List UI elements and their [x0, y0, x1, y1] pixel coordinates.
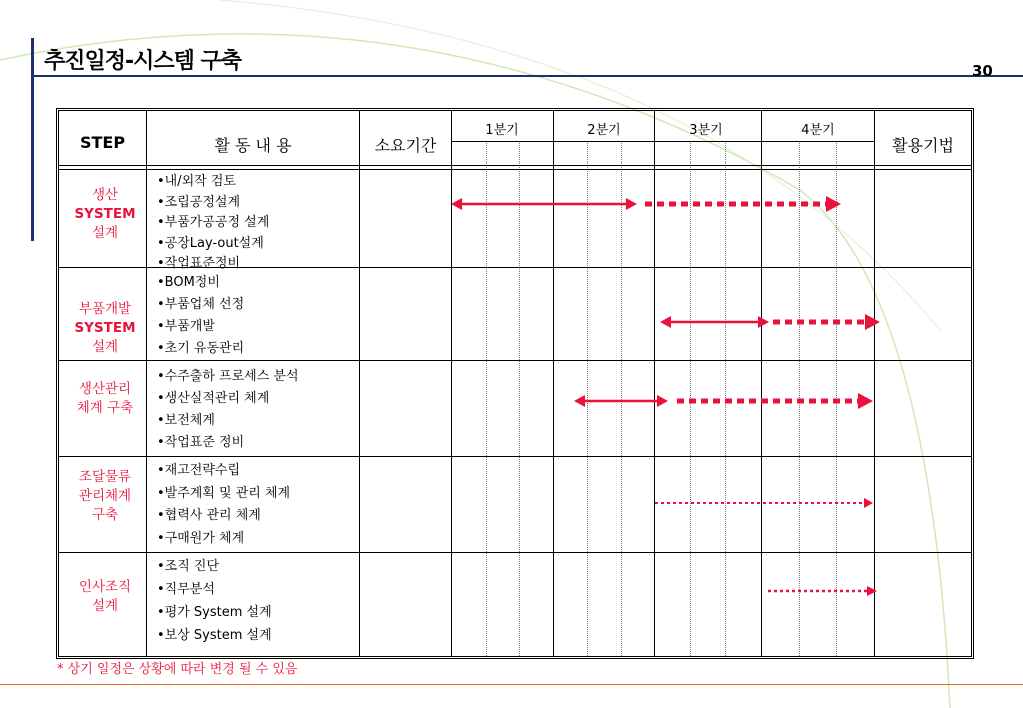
activity-item: •조립공정설계: [157, 194, 241, 210]
activity-item: •작업표준정비: [157, 256, 241, 271]
step-label-line: 설계: [91, 339, 119, 355]
quarter-label: 3분기: [689, 123, 723, 138]
schedule-arrow-dotted-thin: [768, 586, 877, 596]
schedule-arrow-solid: [451, 198, 637, 210]
schedule-arrow-dotted: [773, 314, 880, 330]
activity-item: •구매원가 체계: [157, 530, 245, 546]
step-label-line: 설계: [91, 598, 119, 614]
schedule-arrow-solid: [574, 395, 668, 407]
header-activity: 활 동 내 용: [214, 136, 292, 155]
schedule-arrow-solid: [660, 316, 769, 328]
quarter-label: 4분기: [801, 123, 835, 138]
activity-item: •BOM정비: [157, 275, 220, 290]
step-label-line: 조달물류: [78, 469, 132, 485]
step-label-line: SYSTEM: [74, 320, 136, 336]
activity-item: •재고전략수립: [157, 463, 241, 478]
activity-item: •평가 System 설계: [157, 605, 272, 620]
activity-item: •부품업체 선정: [157, 297, 245, 312]
page-number: 30: [972, 62, 993, 80]
step-label-line: 구축: [91, 507, 119, 523]
activity-item: •발주계획 및 관리 체계: [157, 485, 291, 501]
activity-item: •직무분석: [157, 582, 215, 597]
step-label-line: 인사조직: [78, 579, 132, 595]
step-label-line: 설계: [91, 225, 119, 241]
page-title: 추진일정-시스템 구축: [44, 49, 242, 74]
footnote: * 상기 일정은 상황에 따라 변경 될 수 있음: [57, 662, 298, 677]
schedule-arrow-dotted: [645, 196, 841, 212]
schedule-arrow-dotted: [677, 393, 873, 409]
step-label-line: 관리체계: [78, 488, 132, 504]
activity-item: •보상 System 설계: [157, 628, 272, 643]
schedule-arrow-dotted-thin: [655, 498, 873, 508]
footer-line: [0, 684, 1023, 685]
header-step: STEP: [79, 133, 126, 152]
header-duration: 소요기간: [374, 136, 437, 155]
step-label-line: SYSTEM: [74, 206, 136, 222]
activity-item: •조직 진단: [157, 559, 220, 574]
activity-item: •내/외작 검토: [157, 174, 236, 189]
activity-item: •협력사 관리 체계: [157, 508, 261, 523]
step-label-line: 생산관리: [78, 381, 132, 397]
step-label-line: 부품개발: [78, 301, 132, 317]
step-label-line: 체계 구축: [76, 400, 134, 416]
header-method: 활용기법: [892, 136, 954, 155]
quarter-label: 2분기: [587, 123, 621, 138]
quarter-label: 1분기: [485, 123, 519, 138]
activity-item: •초기 유동관리: [157, 341, 245, 356]
activity-item: •공장Lay-out설계: [157, 235, 264, 251]
step-label-line: 생산: [91, 187, 119, 203]
activity-item: •생산실적관리 체계: [157, 391, 270, 406]
activity-item: •부품개발: [157, 319, 215, 334]
activity-item: •작업표준 정비: [157, 435, 245, 450]
activity-item: •보전체계: [157, 413, 215, 428]
activity-item: •수주출하 프로세스 분석: [157, 369, 299, 384]
activity-item: •부품가공공정 설계: [157, 215, 270, 230]
